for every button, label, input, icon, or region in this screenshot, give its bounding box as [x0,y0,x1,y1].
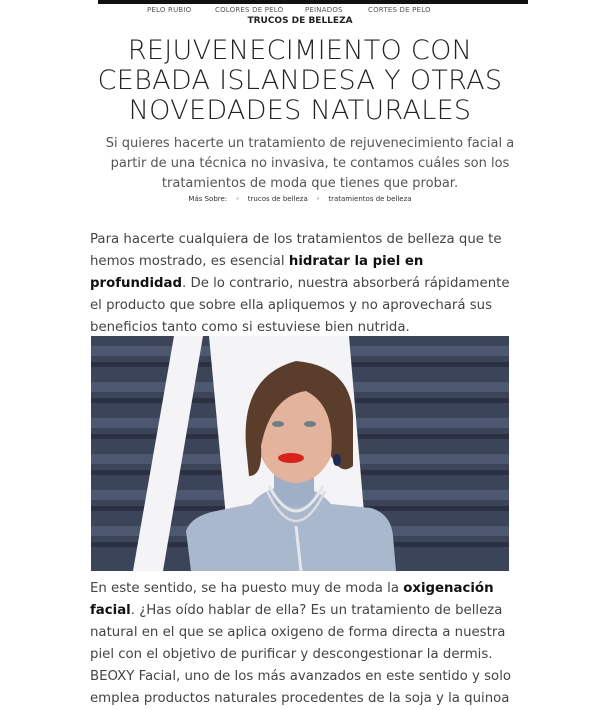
nav-item-pelo-rubio[interactable]: PELO RUBIO [147,6,192,14]
bold-text: oxigenación facial [90,581,494,618]
nav-item-colores-de-pelo[interactable]: COLORES DE PELO [215,6,284,14]
photo-illustration [91,336,509,571]
title-line: CEBADA ISLANDESA Y OTRAS [97,65,503,96]
tag-link[interactable]: trucos de belleza [247,195,308,203]
separator-dot: • [235,195,240,203]
section-label[interactable]: TRUCOS DE BELLEZA [247,16,353,26]
nav-item-peinados[interactable]: PEINADOS [305,6,343,14]
article-photo [91,336,509,571]
tags-bar [0,195,600,203]
paragraph-1 [90,229,520,339]
tags-label: Más Sobre: [188,195,228,203]
top-bar [98,0,528,4]
text: . De lo contrario, nuestra absorberá rápidamente el producto que sobre ella apliquemos y no aprovechará sus beneficios tanto como si estuviese bien nutrida. [90,276,510,335]
bold-text: hidratar la piel en profundidad [90,254,424,291]
nav-item-cortes-de-pelo[interactable]: CORTES DE PELO [368,6,431,14]
article-title [0,36,600,126]
separator-dot: • [315,195,321,203]
paragraph-2 [90,578,520,710]
title-line: REJUVENECIMIENTO CON [127,35,473,66]
article-subtitle: Si quieres hacerte un tratamiento de rejuvenecimiento facial a partir de una técnica no invasiva, te contamos cuáles son los tratamientos de moda que tienes que probar. [105,136,515,191]
tag-link[interactable]: tratamientos de belleza [328,195,412,203]
text: En este sentido, se ha puesto muy de moda la [90,581,404,596]
title-line: NOVEDADES NATURALES [128,95,472,126]
text: . ¿Has oído hablar de ella? Es un tratamiento de belleza natural en el que se aplica oxigeno de forma directa a nuestra piel con el objetivo de purificar y descongestionar la dermis. BEOXY Facial, uno de los más avanzados en este sentido y solo emplea productos naturales procedentes de la soja y la quinoa [90,603,512,706]
text: Para hacerte cualquiera de los tratamientos de belleza que te hemos mostrado, es esencial [90,232,502,269]
